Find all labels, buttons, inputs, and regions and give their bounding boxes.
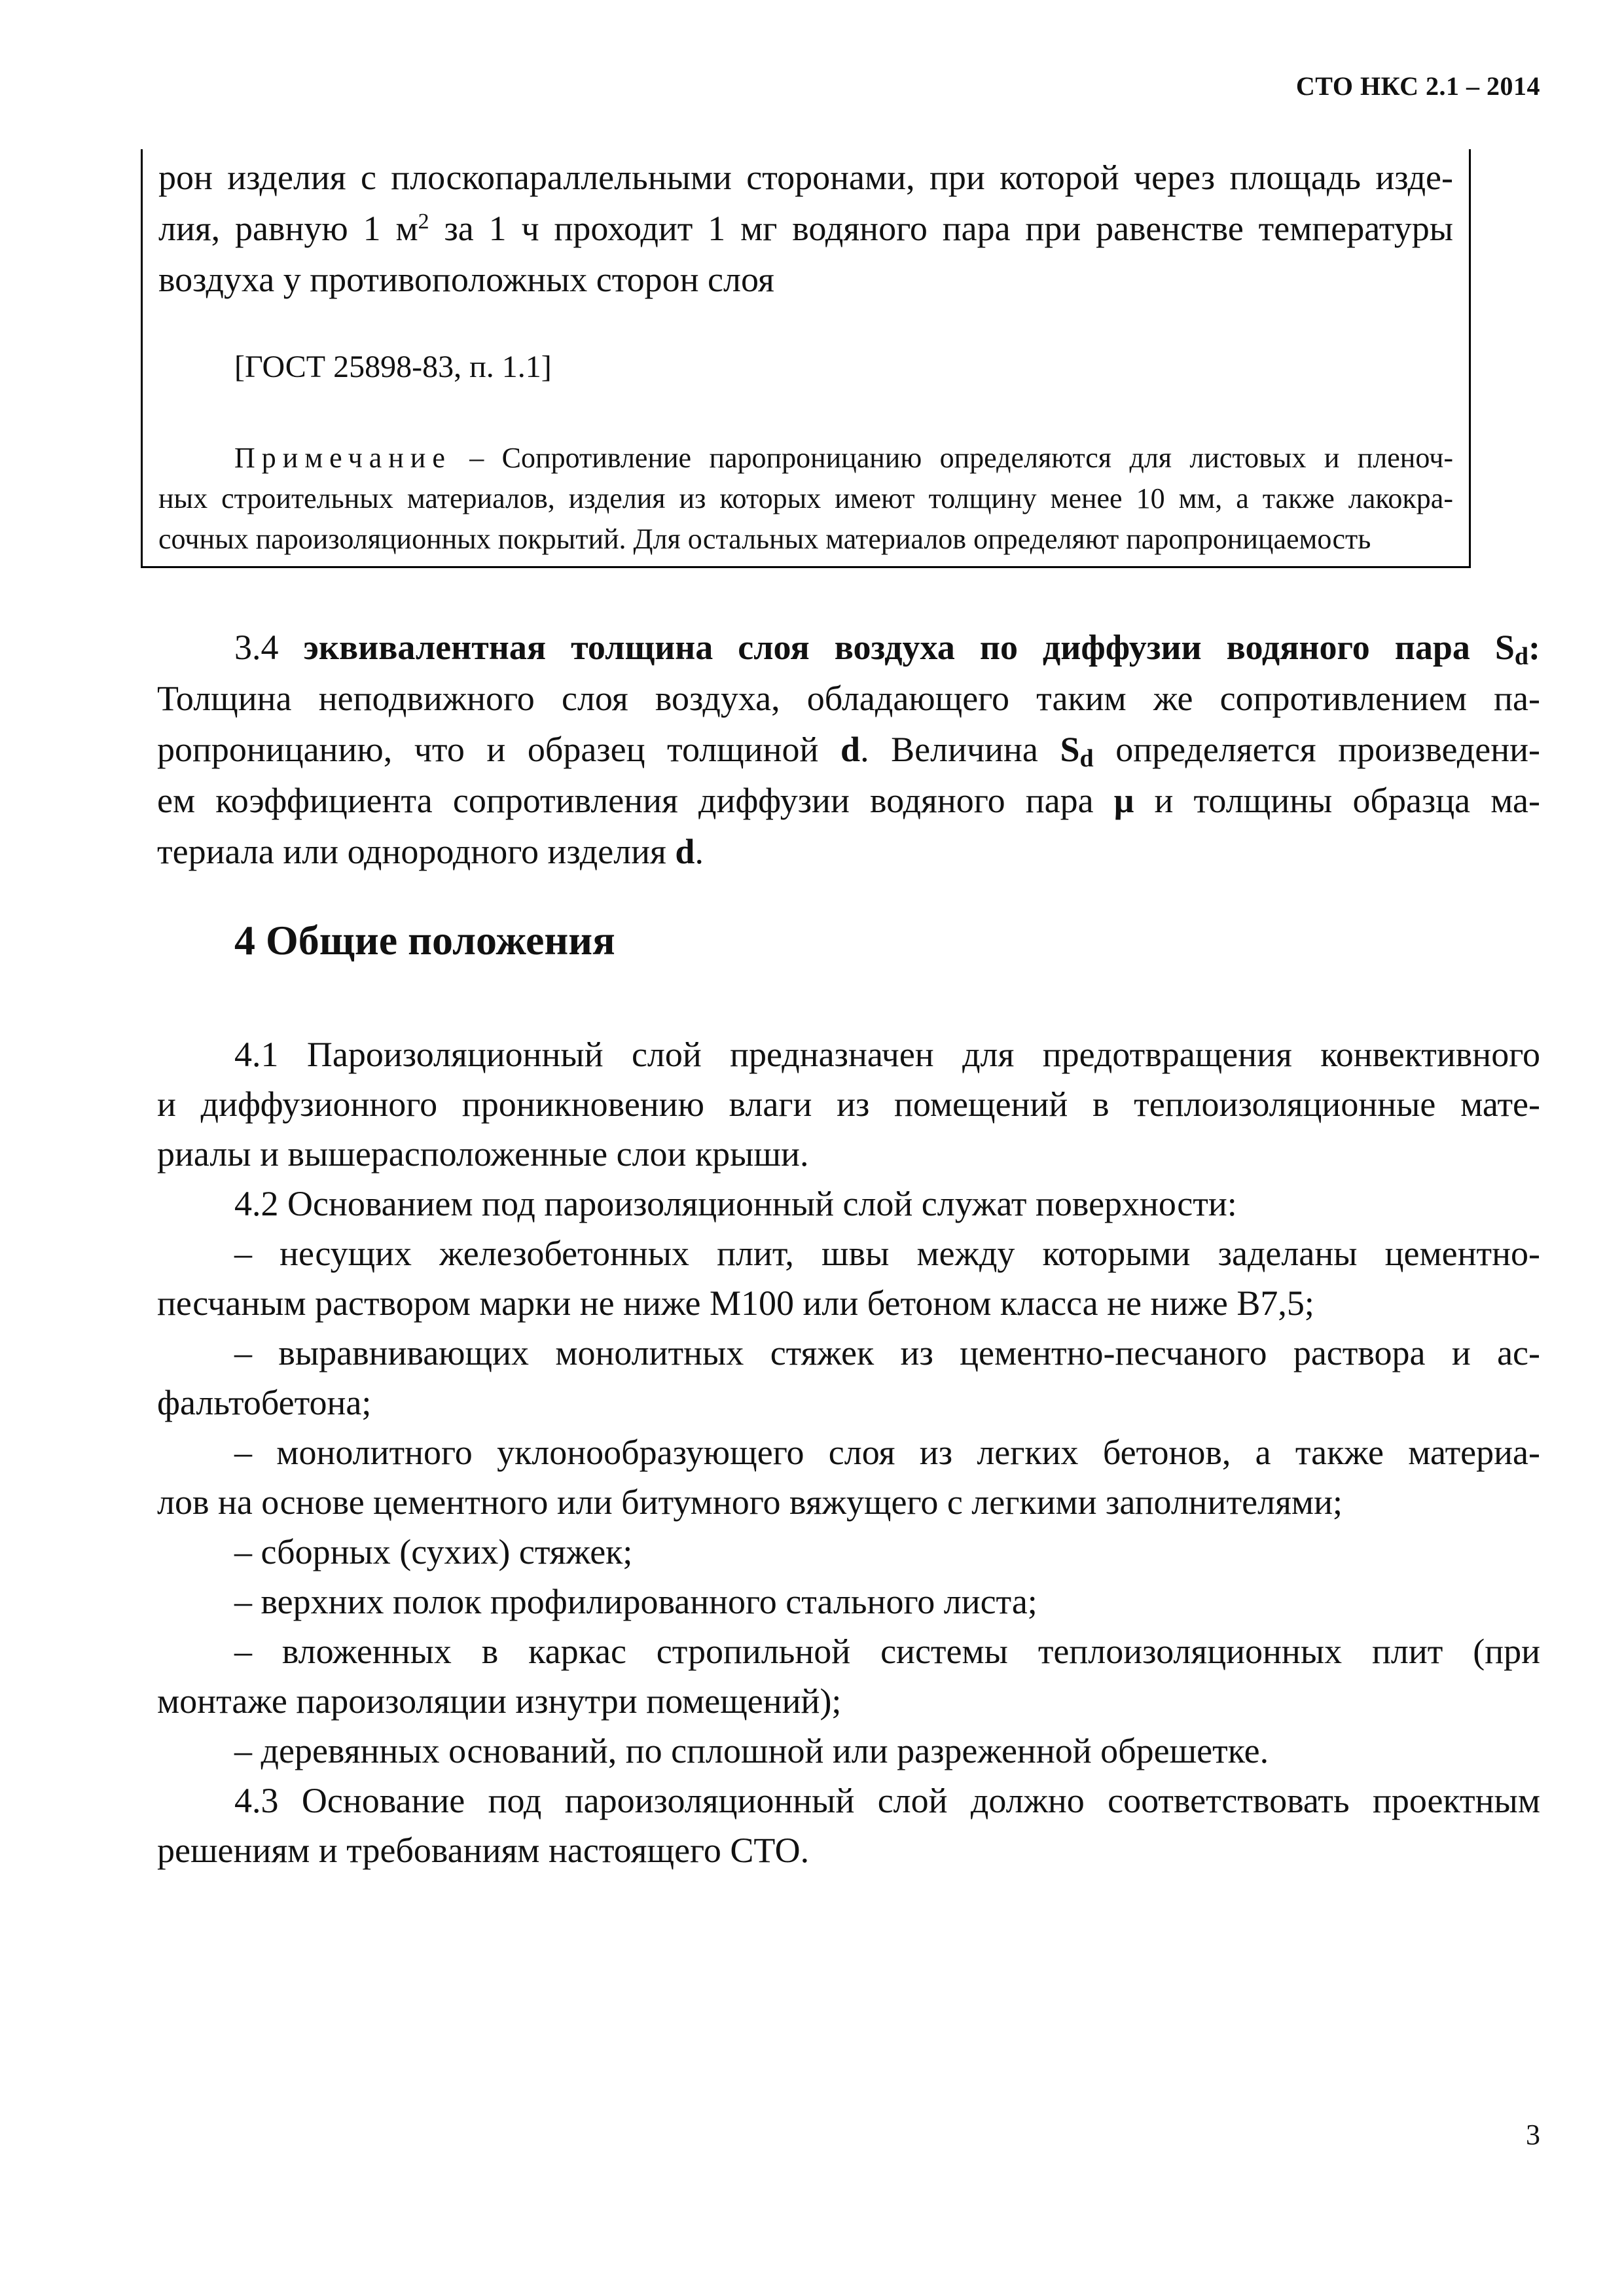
list-item-line: фальтобетона; bbox=[157, 1383, 372, 1422]
note-line-1-text: – Сопротивление паропроницанию определяются для листовых и пленоч- bbox=[451, 442, 1453, 474]
list-item-line: – сборных (сухих) стяжек; bbox=[234, 1532, 633, 1571]
symbol-d: d bbox=[840, 730, 861, 769]
list-item-line: песчаным раствором марки не ниже М100 или бетоном класса не ниже В7,5; bbox=[157, 1283, 1314, 1323]
symbol-mu: μ bbox=[1113, 781, 1134, 820]
list-item-line: лов на основе цементного или битумного вяжущего с легкими заполнителями; bbox=[157, 1482, 1343, 1522]
list-item-line: – вложенных в каркас стропильной системы теплоизоляционных плит (при bbox=[234, 1632, 1540, 1671]
list-item-line: – монолитного уклонообразующего слоя из легких бетонов, а также материа- bbox=[234, 1433, 1540, 1472]
paragraph-line: 4.1 Пароизоляционный слой предназначен для предотвращения конвективного bbox=[234, 1035, 1540, 1074]
list-item-line: монтаже пароизоляции изнутри помещений); bbox=[157, 1681, 842, 1721]
paragraph-line: риалы и вышерасположенные слои крыши. bbox=[157, 1134, 809, 1174]
list-item-line: – выравнивающих монолитных стяжек из цементно-песчаного раствора и ас- bbox=[234, 1333, 1540, 1372]
text-fragment: териала или однородного изделия bbox=[157, 832, 676, 871]
note-line-1 bbox=[158, 441, 1453, 475]
paragraph-line: и диффузионного проникновению влаги из помещений в теплоизоляционные мате- bbox=[157, 1085, 1540, 1124]
list-item-line: – несущих железобетонных плит, швы между которыми заделаны цементно- bbox=[234, 1234, 1540, 1273]
note-line-2: ных строительных материалов, изделия из которых имеют толщину менее 10 мм, а также лакокра- bbox=[158, 482, 1453, 514]
section-3-4-number: 3.4 bbox=[234, 628, 304, 667]
text-fragment: . bbox=[695, 832, 704, 871]
definition-line-2-start: лия, равную 1 м bbox=[158, 209, 418, 248]
text-fragment: . Величина bbox=[860, 730, 1060, 769]
section-3-4-line-4 bbox=[157, 780, 1540, 821]
section-3-4-line-3 bbox=[157, 729, 1540, 773]
section-3-4-term-colon: : bbox=[1528, 628, 1541, 667]
section-3-4-line-5 bbox=[157, 831, 1540, 872]
paragraph-line: решениям и требованиям настоящего СТО. bbox=[157, 1831, 810, 1870]
definition-line-3: воздуха у противоположных сторон слоя bbox=[158, 260, 774, 299]
definition-line-2 bbox=[158, 208, 1453, 249]
list-item-line: – деревянных оснований, по сплошной или разреженной обрешетке. bbox=[234, 1731, 1269, 1770]
text-fragment: и толщины образца ма- bbox=[1134, 781, 1541, 820]
symbol-s-subscript: d bbox=[1079, 745, 1094, 772]
list-item-line: – верхних полок профилированного стального листа; bbox=[234, 1582, 1038, 1621]
page-number: 3 bbox=[1526, 2119, 1540, 2151]
symbol-d: d bbox=[675, 832, 695, 871]
section-3-4-term: эквивалентная толщина слоя воздуха по диффузии водяного пара S bbox=[303, 628, 1515, 667]
text-fragment: ропроницанию, что и образец толщиной bbox=[157, 730, 841, 769]
text-fragment: определяется произведени- bbox=[1093, 730, 1540, 769]
gost-reference: [ГОСТ 25898-83, п. 1.1] bbox=[234, 350, 552, 384]
section-4-heading: 4 Общие положения bbox=[234, 917, 615, 963]
symbol-s: S bbox=[1060, 730, 1080, 769]
section-3-4-line-2: Толщина неподвижного слоя воздуха, обладающего таким же сопротивлением па- bbox=[157, 679, 1540, 718]
paragraph-line: 4.3 Основание под пароизоляционный слой должно соответствовать проектным bbox=[234, 1781, 1540, 1820]
note-label: Примечание bbox=[234, 442, 452, 474]
definition-box bbox=[141, 149, 1471, 568]
section-3-4-line-1 bbox=[234, 627, 1540, 671]
section-3-4-term-subscript: d bbox=[1514, 643, 1529, 670]
superscript-2: 2 bbox=[418, 209, 429, 234]
document-code-header: СТО НКС 2.1 – 2014 bbox=[1295, 71, 1540, 101]
paragraph-line: 4.2 Основанием под пароизоляционный слой служат поверхности: bbox=[234, 1184, 1237, 1223]
definition-line-1: рон изделия с плоскопараллельными сторонами, при которой через площадь изде- bbox=[158, 158, 1453, 197]
definition-line-2-end: за 1 ч проходит 1 мг водяного пара при равенстве температуры bbox=[429, 209, 1453, 248]
text-fragment: ем коэффициента сопротивления диффузии водяного пара bbox=[157, 781, 1114, 820]
note-line-3: сочных пароизоляционных покрытий. Для остальных материалов определяют паропроницаемость bbox=[158, 523, 1371, 555]
